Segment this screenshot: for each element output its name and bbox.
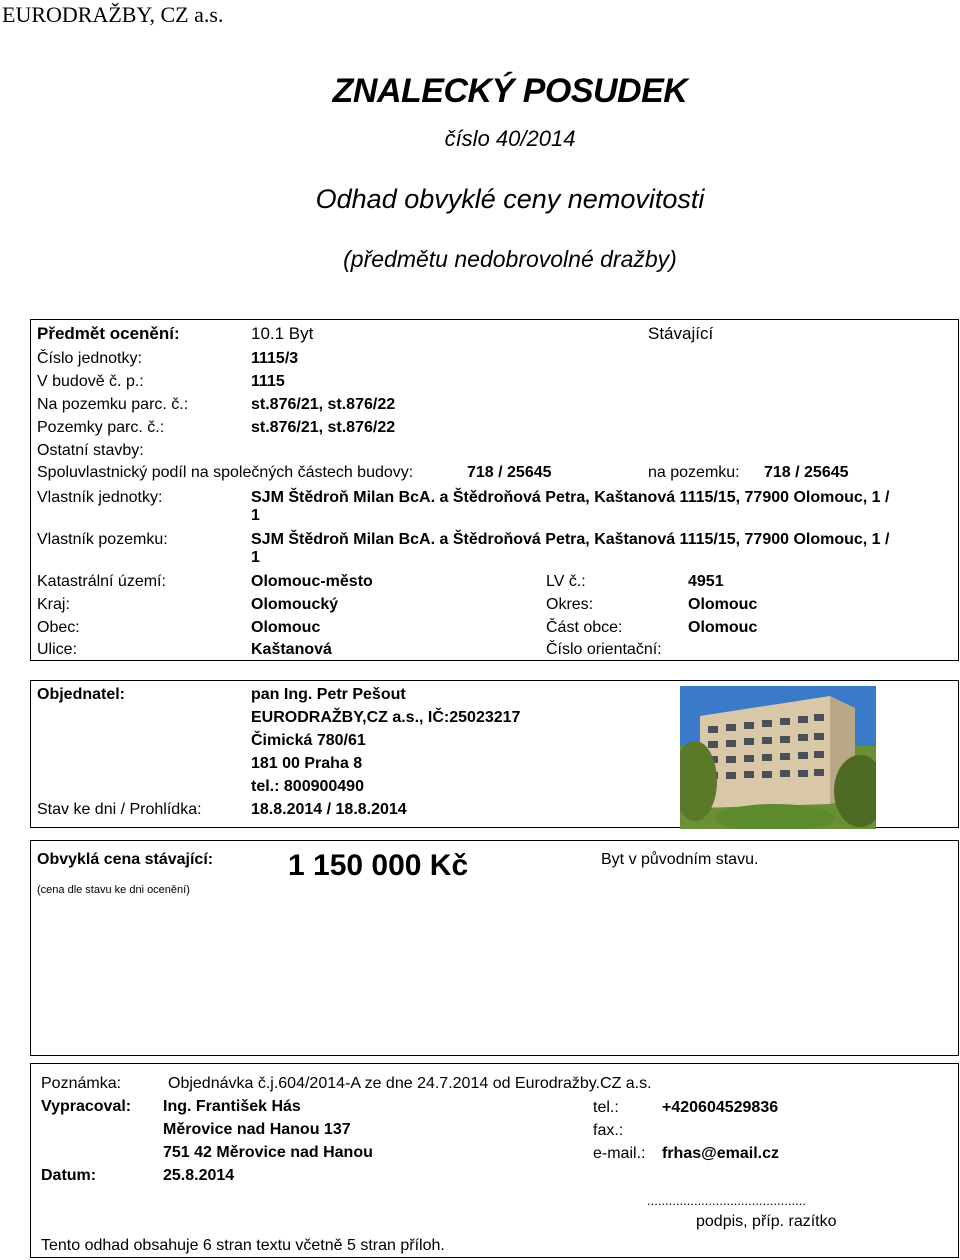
share-land-value: 718 / 25645 [764,464,849,481]
email-label: e-mail.: [593,1145,646,1162]
client-label: Objednatel: [37,686,126,703]
note-value: Objednávka č.j.604/2014-A ze dne 24.7.2014 od Eurodražby.CZ a.s. [168,1075,652,1092]
orientation-label: Číslo orientační: [546,641,662,658]
date-value: 25.8.2014 [163,1167,235,1184]
on-parcel-label: Na pozemku parc. č.: [37,396,189,413]
unit-label: Číslo jednotky: [37,350,142,367]
on-parcel-value: st.876/21, st.876/22 [251,396,396,413]
owner-unit-line1: SJM Štědroň Milan BcA. a Štědroňová Petra, Kaštanová 1115/15, 77900 Olomouc, 1 / [251,489,890,506]
document-title: ZNALECKÝ POSUDEK [332,72,688,110]
cadastre-label: Katastrální území: [37,573,166,590]
client-line5: tel.: 800900490 [251,778,364,795]
price-box [30,840,959,1056]
author-label: Vypracoval: [41,1098,132,1115]
unit-value: 1115/3 [251,350,299,367]
subject-status: Stávající [648,324,714,343]
date-label: Datum: [41,1167,97,1184]
owner-unit-label: Vlastník jednotky: [37,489,163,506]
price-value: 1 150 000 Kč [288,849,469,882]
subject-label: Předmět ocenění: [37,324,180,343]
district-label: Okres: [546,596,594,613]
owner-land-label: Vlastník pozemku: [37,531,168,548]
price-sublabel: (cena dle stavu ke dni ocenění) [37,884,190,896]
region-value: Olomoucký [251,596,339,613]
document-number: číslo 40/2014 [444,126,576,151]
author-address-2: 751 42 Měrovice nad Hanou [163,1144,373,1161]
lv-value: 4951 [688,573,724,590]
other-buildings-label: Ostatní stavby: [37,442,144,459]
region-label: Kraj: [37,596,70,613]
email-value: frhas@email.cz [662,1145,779,1162]
share-label: Spoluvlastnický podíl na společných částech budovy: [37,464,414,481]
signature-line: ............................................ [647,1193,806,1208]
part-value: Olomouc [688,619,758,636]
company-name: EURODRAŽBY, CZ a.s. [2,2,224,27]
owner-unit-line2: 1 [251,507,260,524]
municipality-value: Olomouc [251,619,321,636]
note-label: Poznámka: [41,1075,122,1092]
municipality-label: Obec: [37,619,80,636]
cadastre-value: Olomouc-město [251,573,373,590]
inspection-date-value: 18.8.2014 / 18.8.2014 [251,801,407,818]
street-label: Ulice: [37,641,78,658]
pages-note: Tento odhad obsahuje 6 stran textu včetně 5 stran příloh. [41,1237,445,1254]
owner-land-line2: 1 [251,549,260,566]
client-line3: Čimická 780/61 [251,732,366,749]
building-value: 1115 [251,373,285,390]
signature-label: podpis, příp. razítko [696,1213,837,1230]
price-note: Byt v původním stavu. [601,851,759,868]
subject-value: 10.1 Byt [251,324,314,343]
tel-value: +420604529836 [662,1099,779,1116]
fax-label: fax.: [593,1122,624,1139]
price-label: Obvyklá cena stávající: [37,851,214,868]
building-label: V budově č. p.: [37,373,144,390]
document-subtitle: Odhad obvyklé ceny nemovitosti [315,184,705,214]
author-address-1: Měrovice nad Hanou 137 [163,1121,351,1138]
share-land-label: na pozemku: [648,464,740,481]
inspection-date-label: Stav ke dni / Prohlídka: [37,801,202,818]
owner-land-line1: SJM Štědroň Milan BcA. a Štědroňová Petra, Kaštanová 1115/15, 77900 Olomouc, 1 / [251,531,890,548]
street-value: Kaštanová [251,641,332,658]
lv-label: LV č.: [546,573,586,590]
parcels-label: Pozemky parc. č.: [37,419,165,436]
district-value: Olomouc [688,596,758,613]
client-line4: 181 00 Praha 8 [251,755,363,772]
author-name: Ing. František Hás [163,1098,301,1115]
tel-label: tel.: [593,1099,619,1116]
document-note: (předmětu nedobrovolné dražby) [343,246,677,272]
client-line1: pan Ing. Petr Pešout [251,686,406,703]
client-line2: EURODRAŽBY,CZ a.s., IČ:25023217 [251,709,521,726]
parcels-value: st.876/21, st.876/22 [251,419,396,436]
share-value: 718 / 25645 [467,464,552,481]
building-photo [680,686,876,829]
building-photo-image [680,686,876,829]
part-label: Část obce: [546,619,623,636]
